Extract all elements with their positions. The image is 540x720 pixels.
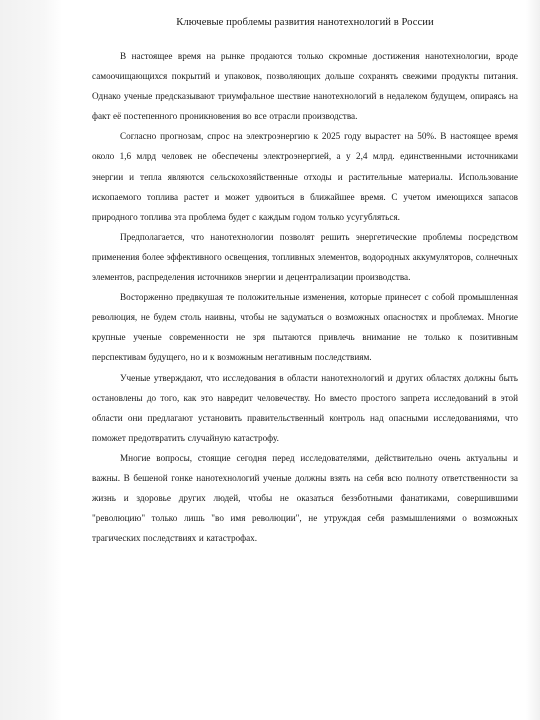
page-margin-shadow-right (526, 0, 540, 720)
document-title: Ключевые проблемы развития нанотехнологий в России (176, 17, 434, 28)
document-page (92, 17, 518, 548)
paragraph-3: Предполагается, что нанотехнологии позволят решить энергетические проблемы посредством применения более эффективного освещения, топливных элементов, водородных аккумуляторов, солнечных элементов, распределения источников энергии и децентрализации производства. (92, 231, 518, 283)
page-margin-shadow-left (0, 0, 62, 720)
paragraph-5: Ученые утверждают, что исследования в области нанотехнологий и других областях должны быть остановлены до того, как это навредит человечеству. Но вместо простого запрета исследований в этой области они предлагают установить правительственный контроль над опасными исследованиями, что поможет предотвратить случайную катастрофу. (92, 372, 518, 443)
paragraph-4: Восторженно предвкушая те положительные изменения, которые принесет с собой промышленная революция, не будем столь наивны, чтобы не задуматься о возможных опасностях и проблемах. Многие крупные ученые современности не зря пытаются привлечь внимание не только к позитивным перспективам будущего, но и к возможным негативным последствиям. (92, 292, 518, 363)
paragraph-2: Согласно прогнозам, спрос на электроэнергию к 2025 году вырастет на 50%. В настоящее время около 1,6 млрд человек не обеспечены электроэнергией, а у 2,4 млрд. единственными источниками энергии и тепла являются сельскохозяйственные отходы и растительные материалы. Использование ископаемого топлива растет и может удвоиться в ближайшее время. С учетом имеющихся запасов природного топлива эта проблема будет с каждым годом только усугубляться. (92, 131, 518, 222)
paragraph-1: В настоящее время на рынке продаются только скромные достижения нанотехнологии, вроде самоочищающихся покрытий и упаковок, позволяющих дольше сохранять свежими продукты питания. Однако ученые предсказывают триумфальное шествие нанотехнологий в недалеком будущем, опираясь на факт её постепенного проникновения во все отрасли производства. (92, 51, 518, 122)
paragraph-6: Многие вопросы, стоящие сегодня перед исследователями, действительно очень актуальны и важны. В бешеной гонке нанотехнологий ученые должны взять на себя всю полноту ответственности за жизнь и здоровье других людей, чтобы не оказаться безэботными фанатиками, совершившими "революцию" только лишь "во имя революции", не утруждая себя размышлениями о возможных трагических последствиях и катастрофах. (92, 452, 518, 544)
